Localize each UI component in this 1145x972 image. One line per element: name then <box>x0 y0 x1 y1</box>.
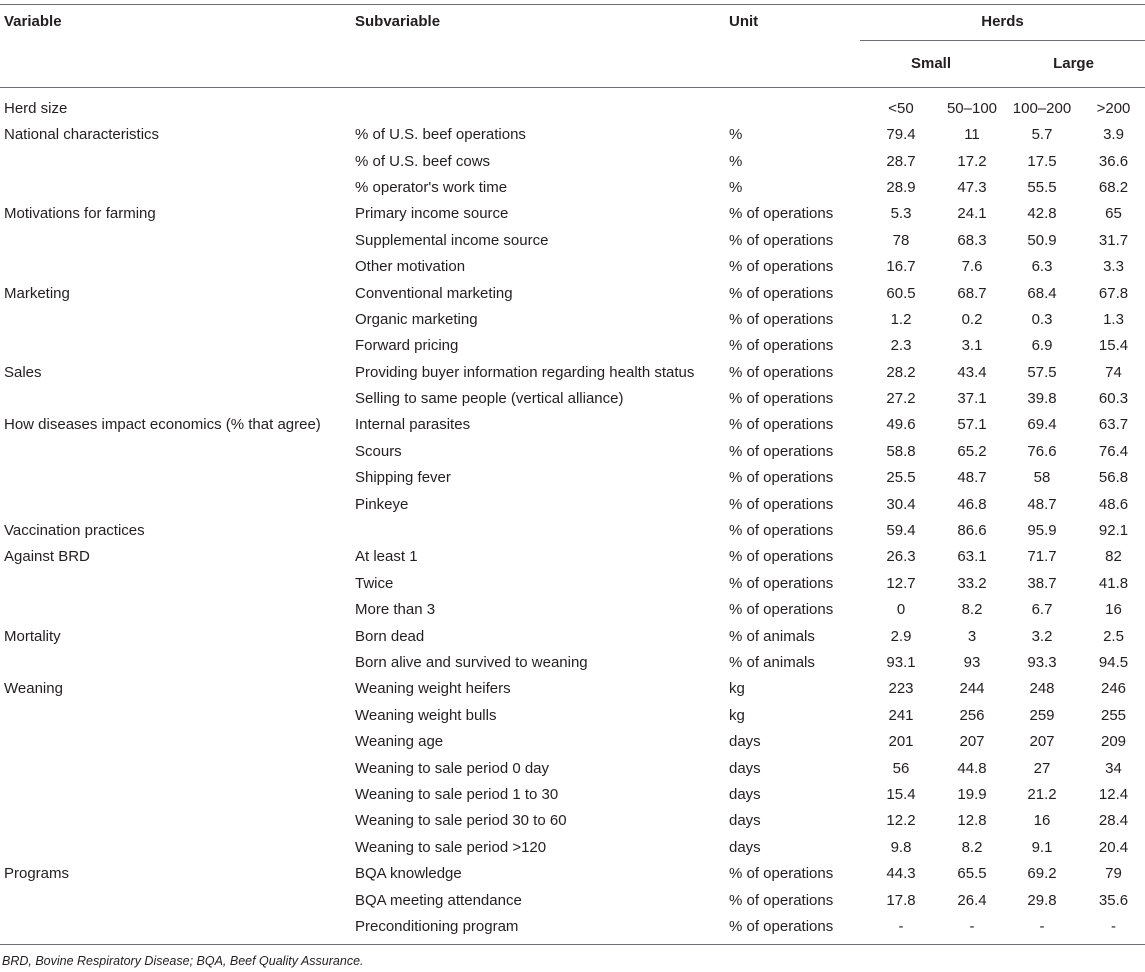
value-cell: 17.2 <box>957 152 987 170</box>
variable-cell: Against BRD <box>4 548 90 566</box>
subvariable-cell: Organic marketing <box>355 310 478 328</box>
value-cell: 26.3 <box>886 548 916 566</box>
value-cell: 37.1 <box>957 390 987 408</box>
subvariable-cell: Conventional marketing <box>355 284 513 302</box>
value-cell: 6.9 <box>1031 337 1053 355</box>
variable-cell <box>0 728 350 754</box>
subvariable-cell: BQA knowledge <box>355 865 462 883</box>
subvariable-cell: Pinkeye <box>355 495 409 513</box>
value-cell: - <box>1002 913 1082 944</box>
value-cell: 24.1 <box>957 205 987 223</box>
subvariable-cell: BQA meeting attendance <box>355 891 522 909</box>
value-cell: 201 <box>888 733 914 751</box>
subvariable-cell <box>350 517 725 543</box>
table-row <box>0 385 1145 411</box>
variable-cell <box>0 808 350 834</box>
unit-cell: % of operations <box>729 495 834 513</box>
value-cell: 27.2 <box>886 390 916 408</box>
unit-cell: % of operations <box>729 231 834 249</box>
value-cell: 68.7 <box>957 284 987 302</box>
subvariable-cell: Twice <box>355 574 394 592</box>
table-row <box>0 623 1145 649</box>
value-cell: 28.4 <box>1098 812 1129 830</box>
value-cell: - <box>1082 913 1145 944</box>
value-cell: 5.7 <box>1031 126 1053 144</box>
header-spacer <box>350 40 725 87</box>
table-row <box>0 702 1145 728</box>
value-cell: 38.7 <box>1027 574 1057 592</box>
value-cell: 100–200 <box>1012 100 1072 117</box>
value-cell: 2.9 <box>890 627 912 645</box>
unit-cell: % of operations <box>729 390 834 408</box>
subvariable-cell: % of U.S. beef operations <box>355 126 526 144</box>
value-cell: 259 <box>1029 706 1055 724</box>
value-cell: 92.1 <box>1098 522 1129 540</box>
header-large: Large <box>1002 40 1145 87</box>
unit-cell: % of operations <box>729 258 834 276</box>
unit-cell: days <box>729 785 761 803</box>
value-cell: 15.4 <box>1098 337 1129 355</box>
value-cell: 69.2 <box>1027 865 1057 883</box>
variable-cell <box>0 385 350 411</box>
value-cell: 209 <box>1101 733 1127 751</box>
value-cell: 69.4 <box>1027 416 1057 434</box>
value-cell: 94.5 <box>1098 654 1129 671</box>
variable-cell <box>0 834 350 860</box>
table-row <box>0 834 1145 860</box>
table-row <box>0 306 1145 332</box>
variable-cell: National characteristics <box>4 126 160 144</box>
value-cell: 76.4 <box>1098 442 1129 460</box>
value-cell: 65.2 <box>957 442 987 460</box>
table-row <box>0 333 1145 359</box>
subvariable-cell <box>350 87 725 122</box>
subvariable-cell: Weaning weight heifers <box>355 680 511 698</box>
value-cell: 207 <box>1029 733 1055 751</box>
value-cell: 12.7 <box>886 574 916 592</box>
table-row <box>0 148 1145 174</box>
value-cell: 56 <box>892 759 910 777</box>
value-cell: 63.7 <box>1098 416 1129 434</box>
value-cell: 223 <box>888 680 914 698</box>
value-cell: 3.1 <box>961 337 983 355</box>
value-cell: 68.3 <box>957 231 987 249</box>
unit-cell: % of operations <box>729 205 834 223</box>
value-cell: 255 <box>1101 706 1127 724</box>
unit-cell: % of operations <box>729 363 834 381</box>
variable-cell: Weaning <box>4 680 63 698</box>
value-cell: 3.2 <box>1031 627 1053 645</box>
variable-cell <box>0 755 350 781</box>
value-cell: 19.9 <box>957 785 987 803</box>
variable-cell: Herd size <box>4 100 68 117</box>
unit-cell <box>725 87 860 122</box>
header-herds: Herds <box>860 4 1145 40</box>
value-cell: 58.8 <box>886 442 916 460</box>
value-cell: 7.6 <box>961 258 983 276</box>
subvariable-cell: Forward pricing <box>355 337 459 355</box>
value-cell: 12.8 <box>957 812 987 830</box>
subvariable-cell: Weaning to sale period 1 to 30 <box>355 785 559 803</box>
value-cell: 16.7 <box>886 258 916 276</box>
value-cell: 21.2 <box>1027 785 1057 803</box>
unit-cell: % of operations <box>729 891 834 909</box>
subvariable-cell: % operator's work time <box>355 178 508 196</box>
value-cell: 79 <box>1105 865 1122 883</box>
table-footnote: BRD, Bovine Respiratory Disease; BQA, Beef Quality Assurance. <box>2 954 364 968</box>
value-cell: - <box>860 913 942 944</box>
table-row <box>0 597 1145 623</box>
table-row <box>0 755 1145 781</box>
value-cell: 30.4 <box>886 495 916 513</box>
value-cell: 55.5 <box>1027 178 1057 196</box>
value-cell: 3.3 <box>1103 258 1124 276</box>
value-cell: 26.4 <box>957 891 987 909</box>
value-cell: 42.8 <box>1027 205 1057 223</box>
variable-cell <box>0 887 350 913</box>
table-row <box>0 887 1145 913</box>
unit-cell: % <box>729 152 743 170</box>
value-cell: 82 <box>1105 548 1122 566</box>
unit-cell: % of animals <box>729 654 815 671</box>
header-variable: Variable <box>4 13 62 30</box>
value-cell: 6.3 <box>1031 258 1053 276</box>
table-row <box>0 412 1145 438</box>
value-cell: 44.3 <box>886 865 916 883</box>
unit-cell: kg <box>729 706 745 724</box>
variable-cell <box>0 148 350 174</box>
value-cell: 86.6 <box>957 522 987 540</box>
subvariable-cell: Born dead <box>355 627 425 645</box>
header-spacer <box>0 40 350 87</box>
subvariable-cell: Scours <box>355 442 402 460</box>
variable-cell <box>0 333 350 359</box>
variable-cell <box>0 438 350 464</box>
value-cell: 48.7 <box>1027 495 1057 513</box>
value-cell: 74 <box>1105 363 1122 381</box>
value-cell: 28.9 <box>886 178 916 196</box>
value-cell: 29.8 <box>1027 891 1057 909</box>
table-row <box>0 438 1145 464</box>
subvariable-cell: Born alive and survived to weaning <box>355 654 588 671</box>
subvariable-cell: Providing buyer information regarding health status <box>355 363 695 381</box>
value-cell: 68.2 <box>1098 178 1129 196</box>
value-cell: 11 <box>964 126 980 144</box>
unit-cell: % of operations <box>729 310 834 328</box>
subvariable-cell: Weaning to sale period 0 day <box>355 759 550 777</box>
unit-cell: % of operations <box>729 469 834 487</box>
value-cell: 17.8 <box>886 891 916 909</box>
unit-cell: % <box>729 126 743 144</box>
unit-cell: days <box>729 733 761 751</box>
table-row <box>0 649 1145 675</box>
value-cell: 9.1 <box>1031 838 1053 856</box>
header-spacer <box>725 40 860 87</box>
value-cell: 48.7 <box>957 469 987 487</box>
value-cell: 59.4 <box>886 522 916 540</box>
value-cell: 49.6 <box>886 416 916 434</box>
value-cell: 57.5 <box>1027 363 1057 381</box>
subvariable-cell: Weaning to sale period >120 <box>355 838 547 856</box>
value-cell: 95.9 <box>1027 522 1057 540</box>
variable-cell <box>0 306 350 332</box>
table-row <box>0 913 1145 944</box>
subvariable-cell: Weaning to sale period 30 to 60 <box>355 812 567 830</box>
subvariable-cell: Weaning weight bulls <box>355 706 497 724</box>
variable-cell <box>0 570 350 596</box>
variable-cell: Marketing <box>4 284 70 302</box>
table-row <box>0 253 1145 279</box>
unit-cell: % <box>729 178 743 196</box>
value-cell: 12.4 <box>1098 785 1129 803</box>
table-header <box>0 4 1145 87</box>
value-cell: 1.2 <box>890 310 912 328</box>
value-cell: 28.2 <box>886 363 916 381</box>
value-cell: 78 <box>892 231 910 249</box>
variable-cell <box>0 781 350 807</box>
subvariable-cell: Primary income source <box>355 205 509 223</box>
value-cell: 28.7 <box>886 152 916 170</box>
value-cell: 0.2 <box>961 310 983 328</box>
value-cell: 79.4 <box>886 126 916 144</box>
value-cell: 67.8 <box>1098 284 1129 302</box>
subvariable-cell: Other motivation <box>355 258 466 276</box>
unit-cell: days <box>729 812 761 830</box>
value-cell: 71.7 <box>1027 548 1057 566</box>
value-cell: 65 <box>1105 205 1122 223</box>
value-cell: 20.4 <box>1098 838 1129 856</box>
value-cell: 34 <box>1105 759 1122 777</box>
header-small: Small <box>860 40 1002 87</box>
unit-cell: % of operations <box>725 913 860 944</box>
subvariable-cell: Shipping fever <box>355 469 451 487</box>
value-cell: 5.3 <box>890 205 912 223</box>
table-row <box>0 359 1145 385</box>
value-cell: 16 <box>1033 812 1051 830</box>
value-cell: 41.8 <box>1098 574 1129 592</box>
unit-cell: days <box>729 838 761 856</box>
header-unit: Unit <box>729 13 759 30</box>
value-cell: 248 <box>1029 680 1055 698</box>
value-cell: 1.3 <box>1103 310 1124 328</box>
value-cell: 56.8 <box>1098 469 1129 487</box>
value-cell: 27 <box>1033 759 1051 777</box>
variable-cell <box>0 597 350 623</box>
value-cell: 50–100 <box>946 100 998 117</box>
herd-table <box>0 4 1145 945</box>
variable-cell <box>0 491 350 517</box>
value-cell: 50.9 <box>1027 231 1057 249</box>
value-cell: 16 <box>1105 601 1122 619</box>
value-cell: 93.3 <box>1027 654 1057 671</box>
variable-cell <box>0 174 350 200</box>
unit-cell: % of operations <box>729 574 834 592</box>
value-cell: 93 <box>963 654 981 671</box>
unit-cell: % of operations <box>729 442 834 460</box>
value-cell: 58 <box>1033 469 1051 487</box>
unit-cell: % of operations <box>729 865 834 883</box>
value-cell: 17.5 <box>1027 152 1057 170</box>
value-cell: 9.8 <box>890 838 912 856</box>
variable-cell: How diseases impact economics (% that agree) <box>4 416 321 434</box>
value-cell: 48.6 <box>1098 495 1129 513</box>
table-row <box>0 517 1145 543</box>
table-row <box>0 280 1145 306</box>
variable-cell: Programs <box>4 865 70 883</box>
value-cell: 241 <box>888 706 914 724</box>
unit-cell: % of operations <box>729 284 834 302</box>
table-row <box>0 676 1145 702</box>
value-cell: 63.1 <box>957 548 987 566</box>
value-cell: 31.7 <box>1098 231 1129 249</box>
header-subvariable: Subvariable <box>355 13 441 30</box>
value-cell: 256 <box>959 706 985 724</box>
value-cell: 0.3 <box>1031 310 1053 328</box>
variable-cell <box>0 702 350 728</box>
value-cell: 12.2 <box>886 812 916 830</box>
value-cell: 8.2 <box>961 838 983 856</box>
value-cell: 60.5 <box>886 284 916 302</box>
value-cell: 35.6 <box>1098 891 1129 909</box>
value-cell: 15.4 <box>886 785 916 803</box>
value-cell: 57.1 <box>957 416 987 434</box>
table-row <box>0 201 1145 227</box>
subvariable-cell: Selling to same people (vertical alliance) <box>355 390 624 408</box>
value-cell: 43.4 <box>957 363 987 381</box>
subvariable-cell: Weaning age <box>355 733 444 751</box>
value-cell: 8.2 <box>961 601 983 619</box>
value-cell: 76.6 <box>1027 442 1057 460</box>
table-row <box>0 860 1145 886</box>
variable-cell <box>0 465 350 491</box>
value-cell: 46.8 <box>957 495 987 513</box>
value-cell: 207 <box>959 733 985 751</box>
unit-cell: kg <box>729 680 745 698</box>
value-cell: 2.5 <box>1103 627 1124 645</box>
unit-cell: % of operations <box>729 548 834 566</box>
table-row <box>0 781 1145 807</box>
unit-cell: % of animals <box>729 627 815 645</box>
table-row <box>0 728 1145 754</box>
value-cell: 3.9 <box>1103 126 1124 144</box>
unit-cell: % of operations <box>729 522 834 540</box>
table-row <box>0 227 1145 253</box>
table-row <box>0 174 1145 200</box>
value-cell: 2.3 <box>890 337 912 355</box>
value-cell: <50 <box>888 100 914 117</box>
subvariable-cell: More than 3 <box>355 601 436 619</box>
table-row <box>0 465 1145 491</box>
value-cell: 246 <box>1101 680 1127 698</box>
unit-cell: % of operations <box>729 601 834 619</box>
value-cell: 36.6 <box>1098 152 1129 170</box>
variable-cell: Motivations for farming <box>4 205 156 223</box>
unit-cell: % of operations <box>729 337 834 355</box>
value-cell: 6.7 <box>1031 601 1053 619</box>
variable-cell <box>0 253 350 279</box>
value-cell: 44.8 <box>957 759 987 777</box>
value-cell: 47.3 <box>957 178 987 196</box>
subvariable-cell: At least 1 <box>355 548 418 566</box>
unit-cell: % of operations <box>729 416 834 434</box>
value-cell: 244 <box>959 680 985 698</box>
value-cell: 33.2 <box>957 574 987 592</box>
value-cell: 25.5 <box>886 469 916 487</box>
variable-cell <box>0 649 350 675</box>
value-cell: 68.4 <box>1027 284 1057 302</box>
table-row <box>0 87 1145 122</box>
value-cell: 65.5 <box>957 865 987 883</box>
table-body <box>0 87 1145 944</box>
subvariable-cell: Supplemental income source <box>355 231 549 249</box>
table-row <box>0 570 1145 596</box>
variable-cell <box>0 227 350 253</box>
variable-cell: Mortality <box>4 627 61 645</box>
table-row <box>0 122 1145 148</box>
table-row <box>0 544 1145 570</box>
variable-cell: Vaccination practices <box>4 522 145 540</box>
value-cell: 3 <box>967 627 977 645</box>
table-row <box>0 808 1145 834</box>
value-cell: 0 <box>896 601 906 619</box>
variable-cell: Sales <box>4 363 42 381</box>
value-cell: >200 <box>1096 100 1131 117</box>
subvariable-cell: Preconditioning program <box>350 913 725 944</box>
value-cell: 39.8 <box>1027 390 1057 408</box>
unit-cell: days <box>729 759 761 777</box>
value-cell: - <box>942 913 1002 944</box>
value-cell: 60.3 <box>1098 390 1129 408</box>
variable-cell <box>0 913 350 944</box>
value-cell: 93.1 <box>886 654 916 671</box>
subvariable-cell: Internal parasites <box>355 416 471 434</box>
table-row <box>0 491 1145 517</box>
subvariable-cell: % of U.S. beef cows <box>355 152 491 170</box>
